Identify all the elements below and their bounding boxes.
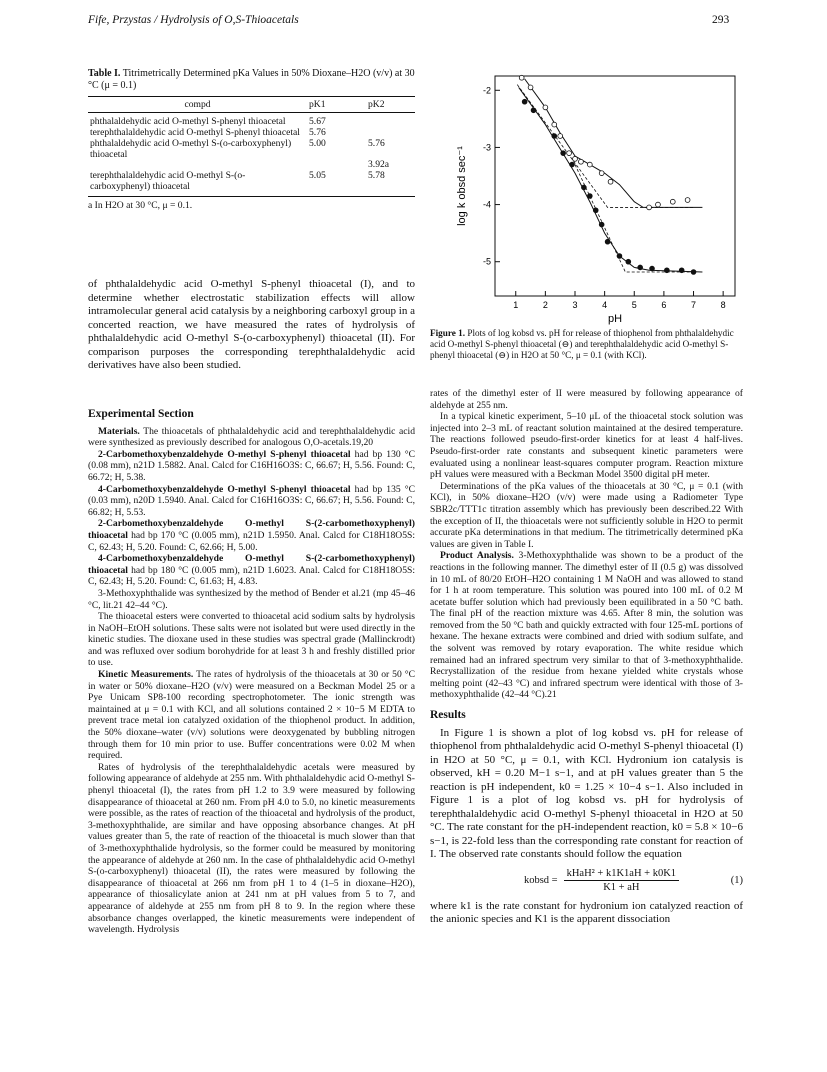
col-header-pk1: pK1: [307, 97, 366, 113]
cell-pk1: 5.05: [309, 170, 326, 181]
data-point-filled: [522, 99, 527, 104]
data-point-open: [543, 105, 548, 110]
rates-paragraph: Rates of hydrolysis of the terephthalaldehydic acetals were measured by following appearance of aldehyde at 255 nm. With phthalaldehydic acid O-methyl S-phenyl thioacetal (I), the rates from pH 1.2 to 3.9 were measured by following disappearance of thioacetal at 260 nm. From pH 4.0 to 5.0, no kinetic measurements were possible, as the rates of reaction of the thioacetal and hydrolysis of the product, 3-methoxyphthalide, are similar and have opposing absorbance changes. At pH values greater than 5, the rate of reaction of the thioacetal is much slower than that of 3-methoxyphthalide hydrolysis, so the former could be measured by monitoring the appearance of aldehyde at 260 nm. In the case of phthalaldehydic acid O-methyl S-(o-carboxyphenyl) thioacetal (II), the rates were measured by following the disappearance of thioacetal at 266 nm from pH 1 to 4 (1–5 in dioxane–H2O), appearance of thiosalicylate anion at 241 nm at pH values from 5 to 7, and appearance of aldehyde at 255 nm from pH 8 to 9. In the region where these absorbance changes overlapped, the kinetic measurements were independent of wavelength. Hydrolysis: [88, 761, 415, 936]
pka-table: [88, 96, 415, 192]
data-point-filled: [691, 270, 696, 275]
table-row: [88, 138, 415, 170]
equation-number: (1): [730, 874, 743, 886]
experimental-heading: Experimental Section: [88, 408, 194, 420]
cell-compd: phthalaldehydic acid O-methyl S-phenyl thioacetal: [90, 116, 286, 127]
running-title: Fife, Przystas / Hydrolysis of O,S-Thioacetals: [88, 14, 299, 26]
compound-4-text: had bp 180 °C (0.005 mm), n21D 1.6023. Anal. Calcd for C18H18O5S: C, 62.43; H, 5.20. Found: C, 61.63; H, 4.83.: [88, 564, 415, 588]
data-point-filled: [593, 208, 598, 213]
kinetic-experiment-paragraph: In a typical kinetic experiment, 5–10 μL of the thioacetal stock solution was injected into 2–3 mL of reactant solution maintained at the desired temperature. The reactions followed pseudo-first-order kinetics for at least 4 half-lives. Pseudo-first-order rate constants and subsequent kinetic parameters were evaluated using a nonlinear least-squares computer program. Reaction mixture pH values were measured with a Beckman Model 3500 digital pH meter.: [430, 411, 743, 481]
x-tick-label: 6: [661, 300, 667, 310]
dashed-theory-line: [575, 165, 694, 272]
cell-pk2-water: 3.92a: [368, 159, 390, 170]
salts-paragraph: The thioacetal esters were converted to thioacetal acid sodium salts by hydrolysis in NaOH–EtOH solutions. These salts were not isolated but were used directly in the kinetic studies. The dioxane used in these studies was spectral grade (Mallinckrodt) and was refluxed over sodium borohydride for at least 3 h and freshly distilled prior to use.: [88, 611, 415, 669]
data-point-open: [656, 202, 661, 207]
data-point-open: [528, 85, 533, 90]
compound-2-paragraph: [88, 484, 415, 519]
compound-3-text: had bp 170 °C (0.005 mm), n21D 1.5950. Anal. Calcd for C18H18O5S: C, 62.43; H, 5.20. Found: C, 62.66; H, 5.00.: [88, 529, 415, 553]
compound-1-paragraph: [88, 449, 415, 484]
pka-determination-paragraph: Determinations of the pKa values of the thioacetals at 30 °C, μ = 0.1 (with KCl), in 50% dioxane–H2O (v/v) were made using a Radiometer Type SBR2c/TTT1c titration assembly which has previously been described.22 With the exception of II, the thioacetals were not sufficiently soluble in H2O to permit accurate pKa determinations in that medium. The titrimetrically determined pKa values are given in Table I.: [430, 480, 743, 550]
data-point-open: [608, 179, 613, 184]
data-point-open: [647, 205, 652, 210]
fit-curve: [525, 79, 703, 208]
y-tick-label: -2: [482, 85, 491, 96]
data-point-filled: [531, 108, 536, 113]
data-point-filled: [650, 266, 655, 271]
materials-paragraph: [88, 426, 415, 449]
kinetic-paragraph: [88, 669, 415, 762]
data-point-filled: [570, 162, 575, 167]
x-tick-label: 3: [572, 300, 578, 310]
data-point-filled: [605, 239, 610, 244]
col-header-compd: compd: [88, 97, 307, 113]
equation-denominator: K1 + aH: [603, 882, 640, 894]
compound-3-paragraph: [88, 518, 415, 553]
table-header-row: [88, 97, 415, 113]
equation-numerator: kHaH² + k1K1aH + k0K1: [564, 868, 679, 882]
final-paragraph: where k1 is the rate constant for hydronium ion catalyzed reaction of the anionic species and K1 is the apparent dissociation: [430, 899, 743, 926]
kinetic-head: Kinetic Measurements.: [98, 669, 194, 681]
compound-4-head: 4-Carbomethoxybenzaldehyde O-methyl S-(2-carbomethoxyphenyl) thioacetal: [88, 553, 415, 576]
data-point-open: [587, 162, 592, 167]
data-point-open: [552, 122, 557, 127]
y-tick-label: -5: [482, 256, 491, 267]
dimethyl-ester-paragraph: rates of the dimethyl ester of II were measured by following appearance of aldehyde at 255 nm.: [430, 388, 743, 411]
experimental-section: [88, 403, 415, 936]
x-tick-label: 5: [631, 300, 637, 310]
right-column: [430, 388, 743, 927]
data-point-open: [579, 159, 584, 164]
cell-pk1: 5.00: [309, 138, 326, 149]
figure-caption-label: Figure 1.: [430, 328, 466, 338]
cell-pk2: 5.76: [368, 138, 385, 149]
page-number: 293: [712, 14, 730, 26]
x-axis-label: pH: [607, 313, 623, 325]
cell-compd: terephthalaldehydic acid O-methyl S-phenyl thioacetal: [90, 127, 300, 138]
data-point-filled: [664, 268, 669, 273]
x-tick-label: 4: [602, 300, 608, 310]
intro-paragraph: [88, 278, 415, 373]
x-tick-label: 8: [720, 300, 726, 310]
figure-caption-text: Plots of log kobsd vs. pH for release of thiophenol from phthalaldehydic acid O-methyl S-phenyl thioacetal (⊖) and terephthalaldehydic acid O-methyl S-phenyl thioacetal (⊖) in H2O at 50 °C, μ = 0.1 (with KCl).: [430, 328, 734, 360]
x-tick-label: 2: [542, 300, 548, 310]
materials-head: Materials.: [98, 425, 140, 437]
data-point-open: [519, 75, 524, 80]
compound-2-head: 4-Carbomethoxybenzaldehyde O-methyl S-phenyl thioacetal: [98, 483, 351, 495]
equation-fraction: [564, 868, 679, 894]
data-point-open: [567, 151, 572, 156]
compound-1-head: 2-Carbomethoxybenzaldehyde O-methyl S-phenyl thioacetal: [98, 448, 351, 460]
data-point-filled: [679, 268, 684, 273]
data-point-open: [670, 199, 675, 204]
col-header-pk2: pK2: [366, 97, 415, 113]
compound-3-head: 2-Carbomethoxybenzaldehyde O-methyl S-(2-carbomethoxyphenyl) thioacetal: [88, 518, 415, 541]
table-caption-text: Titrimetrically Determined pKa Values in 50% Dioxane–H2O (v/v) at 30 °C (μ = 0.1): [88, 68, 415, 91]
table-row: [88, 127, 415, 138]
x-tick-label: 1: [513, 300, 519, 310]
cell-pk2: [366, 113, 415, 128]
x-tick-label: 7: [691, 300, 697, 310]
data-point-filled: [638, 265, 643, 270]
compound-2-text: had bp 135 °C (0.03 mm), n20D 1.5940. Anal. Calcd for C16H16O3S: C, 66.67; H, 5.56. Found: C, 66.82; H, 5.53.: [88, 483, 415, 518]
results-paragraph: In Figure 1 is shown a plot of log kobsd vs. pH for release of thiophenol from phthalaldehydic acid O-methyl S-phenyl thioacetal (I) in H2O at 50 °C, μ = 0.1, with KCl. Hydronium ion catalysis is observed, kH = 0.20 M−1 s−1, and at pH values greater than 5 the reaction is pH independent, k0 = 1.25 × 10−4 s−1. Also included in Figure 1 is a plot of log kobsd vs. pH for hydrolysis of terephthalaldehydic acid O-methyl S-phenyl thioacetal in H2O at 50 °C. The rate constant for the pH-independent reaction, k0 = 5.8 × 10−6 s−1, is 22-fold less than the corresponding rate constant for reaction of I. The observed rate constants should follow the equation: [430, 726, 743, 861]
table-1: [88, 68, 415, 211]
intro-text: of phthalaldehydic acid O-methyl S-phenyl thioacetal (I), and to determine whether electrostatic stabilization effects will allow intramolecular general acid catalysis by a neighboring carboxyl group in a concerted reaction, we have measured the rates of hydrolysis of phthalaldehydic acid O-methyl S-(o-carboxyphenyl) thioacetal (II). For comparison purposes the corresponding terephthalaldehydic acid derivatives have also been studied.: [88, 278, 415, 371]
data-point-filled: [552, 134, 557, 139]
results-heading: Results: [430, 709, 466, 722]
kinetic-text: The rates of hydrolysis of the thioacetals at 30 or 50 °C in water or 50% dioxane–H2O (v/v) were measured on a Beckman Model 25 or a Pye Unicam SP8-100 recording spectrophotometer. The ionic strength was maintained at μ = 0.1 with KCl, and all solutions contained 2 × 10−5 M EDTA to prevent trace metal ion catalyzed oxidation of the thiophenol product. In addition, the 50% dioxane–water (v/v) solutions were deoxygenated by bubbling nitrogen through them for 10 min prior to use. Buffer concentrations were 0.02 M when required.: [88, 669, 415, 762]
cell-pk2-group: [366, 138, 415, 170]
data-point-filled: [626, 259, 631, 264]
table-row: [88, 113, 415, 128]
cell-pk1: 5.67: [309, 116, 326, 127]
dashed-theory-line: [517, 85, 693, 208]
data-point-filled: [581, 185, 586, 190]
methoxyphthalide-paragraph: 3-Methoxyphthalide was synthesized by the method of Bender et al.21 (mp 45–46 °C, lit.21 42–44 °C).: [88, 587, 415, 611]
compound-1-text: had bp 130 °C (0.08 mm), n21D 1.5882. Anal. Calcd for C16H16O3S: C, 66.67; H, 5.56. Found: C, 66.72; H, 5.38.: [88, 448, 415, 483]
compound-4-paragraph: [88, 553, 415, 588]
cell-pk2: [366, 127, 415, 138]
cell-compd: terephthalaldehydic acid O-methyl S-(o-carboxyphenyl) thioacetal: [90, 170, 246, 192]
data-point-filled: [561, 151, 566, 156]
table-caption-label: Table I.: [88, 68, 121, 79]
data-point-filled: [599, 222, 604, 227]
y-axis-label: log k obsd sec⁻¹: [456, 146, 468, 226]
y-tick-label: -3: [482, 142, 491, 153]
table-caption: [88, 68, 415, 92]
y-tick-label: -4: [482, 199, 491, 210]
equation-lhs: kobsd =: [523, 874, 558, 886]
data-point-open: [685, 198, 690, 203]
figure-1: [453, 68, 743, 328]
plot-frame: [495, 76, 735, 296]
data-point-open: [558, 134, 563, 139]
data-point-open: [573, 156, 578, 161]
figure-1-caption: [430, 328, 743, 361]
table-footnote: a In H2O at 30 °C, μ = 0.1.: [88, 196, 415, 211]
data-point-filled: [587, 194, 592, 199]
figure-1-plot: [453, 68, 743, 328]
table-row: [88, 170, 415, 192]
cell-pk2: 5.78: [368, 170, 385, 181]
materials-text: The thioacetals of phthalaldehydic acid and terephthalaldehydic acid were synthesized as previously described for analogous O,O-acetals.19,20: [88, 425, 415, 449]
product-analysis-head: Product Analysis.: [440, 550, 514, 562]
product-analysis-text: 3-Methoxyphthalide was shown to be a product of the reactions in the following manner. The dimethyl ester of II (0.5 g) was dissolved in 10 mL of 80/20 EtOH–H2O containing 1 M NaOH and was allowed to stand for 1 h at room temperature. This solution was poured into 100 mL of 0.2 M acetate buffer solution which had previously been equilibrated in a 50 °C bath. The final pH of the reaction mixture was 4.65. After 8 min, the solution was removed from the 50 °C bath and quickly extracted with four 125-mL portions of hexane. The hexane extracts were combined and dried with sodium sulfate, and the solvent was removed by rotary evaporation. The white residue which remained had an infrared spectrum very similar to that of 3-methoxyphthalide. Recrystallization of the residue from hexane yielded white crystals whose melting point (42–43 °C) and infrared spectrum were identical with those of 3-methoxyphthalide (42–44 °C).21: [430, 550, 744, 701]
product-analysis-paragraph: [430, 550, 743, 701]
data-point-filled: [617, 254, 622, 259]
data-point-open: [599, 171, 604, 176]
cell-pk1: 5.76: [309, 127, 326, 138]
cell-compd: phthalaldehydic acid O-methyl S-(o-carboxyphenyl) thioacetal: [90, 138, 292, 160]
equation-1: [460, 868, 743, 894]
